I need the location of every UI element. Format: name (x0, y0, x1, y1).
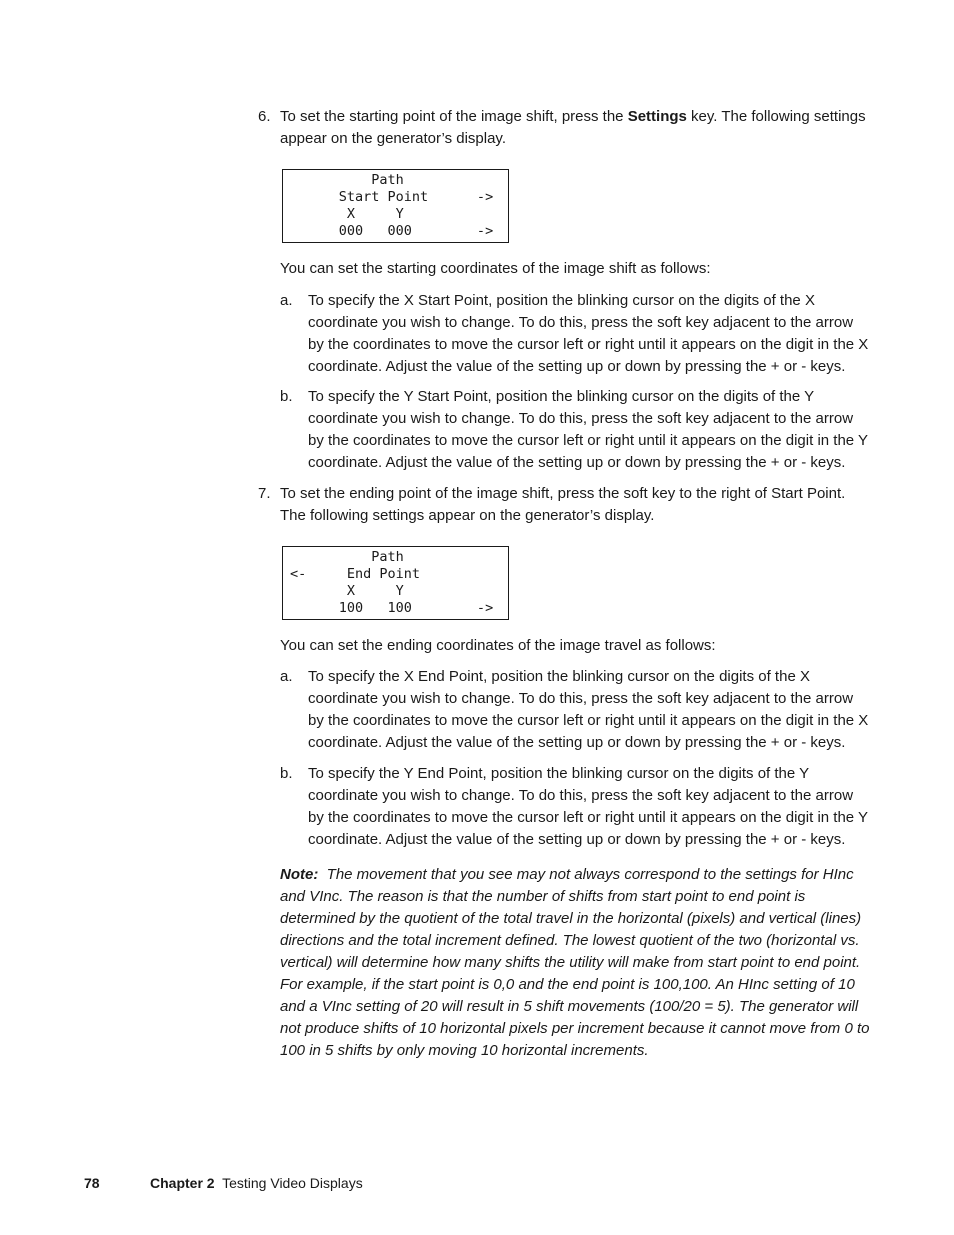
substep-letter: a. (280, 292, 293, 309)
step-text-part: To set the starting point of the image shift, press the (280, 108, 628, 125)
substep-letter: a. (280, 668, 293, 685)
step-text: To set the ending point of the image shift, press the soft key to the right of Start Point. The following settings appear on the generator’s display. (280, 485, 846, 524)
display-line: X Y (290, 583, 404, 599)
step-6 (258, 106, 870, 150)
substep-letter: b. (280, 388, 293, 405)
substep-end-b (280, 763, 872, 851)
start-intro: You can set the starting coordinates of the image shift as follows: (280, 260, 711, 277)
step-number: 6. (258, 108, 271, 125)
settings-key-label: Settings (627, 108, 687, 125)
note-label: Note: (280, 866, 319, 883)
end-intro: You can set the ending coordinates of the image travel as follows: (280, 637, 716, 654)
display-line: 100 100 -> (290, 600, 494, 616)
display-line: <- End Point (290, 566, 421, 582)
display-line: Start Point -> (290, 189, 494, 205)
chapter-title: Testing Video Displays (222, 1175, 363, 1191)
substep-text: To specify the Y Start Point, position the blinking cursor on the digits of the Y coordinate you wish to change. To do this, press the soft key adjacent to the arrow by the coordinates to move the cursor left or right until it appears on the digit in the Y coordinate. Adjust the value of the setting up or down by pressing the + or - keys. (308, 388, 868, 471)
substep-start-b (280, 386, 872, 474)
step-text-part: key. The following settings appear on the generator’s display. (280, 108, 866, 147)
display-line: X Y (290, 206, 404, 222)
step-number: 7. (258, 485, 271, 502)
substep-text: To specify the X Start Point, position the blinking cursor on the digits of the X coordinate you wish to change. To do this, press the soft key adjacent to the arrow by the coordinates to move the cursor left or right until it appears on the digit in the X coordinate. Adjust the value of the setting up or down by pressing the + or - keys. (308, 292, 869, 375)
substep-letter: b. (280, 765, 293, 782)
display-line: 000 000 -> (290, 223, 494, 239)
generator-display-end-point (282, 546, 509, 620)
chapter-label: Chapter 2 (150, 1175, 215, 1191)
note-text: The movement that you see may not always correspond to the settings for HInc and VInc. The reason is that the number of shifts from start point to end point is determined by the quotient of the total travel in the horizontal (pixels) and vertical (lines) directions and the total increment defined. The lowest quotient of the two (horizontal vs. vertical) will determine how many shifts the utility will make from start point to end point. For example, if the start point is 0,0 and the end point is 100,100. An HInc setting of 10 and a VInc setting of 20 will result in 5 shift movements (100/20 = 5). The generator will not produce shifts of 10 horizontal pixels per increment because it cannot move from 0 to 100 in 5 shifts by only moving 10 horizontal increments. (280, 866, 870, 1059)
step-7 (258, 483, 870, 527)
substep-end-a (280, 666, 872, 754)
substep-text: To specify the Y End Point, position the blinking cursor on the digits of the Y coordinate you wish to change. To do this, press the soft key adjacent to the arrow by the coordinates to move the cursor left or right until it appears on the digit in the Y coordinate. Adjust the value of the setting up or down by pressing the + or - keys. (308, 765, 868, 848)
page-number-text: 78 (84, 1175, 100, 1191)
running-footer (150, 1172, 363, 1194)
generator-display-start-point (282, 169, 509, 243)
page-number (84, 1172, 100, 1194)
display-line: Path (290, 172, 404, 188)
step-text (280, 106, 870, 150)
note-block (280, 864, 872, 1062)
substep-text: To specify the X End Point, position the blinking cursor on the digits of the X coordinate you wish to change. To do this, press the soft key adjacent to the arrow by the coordinates to move the cursor left or right until it appears on the digit in the X coordinate. Adjust the value of the setting up or down by pressing the + or - keys. (308, 668, 869, 751)
substep-start-a (280, 290, 872, 378)
display-line: Path (290, 549, 404, 565)
